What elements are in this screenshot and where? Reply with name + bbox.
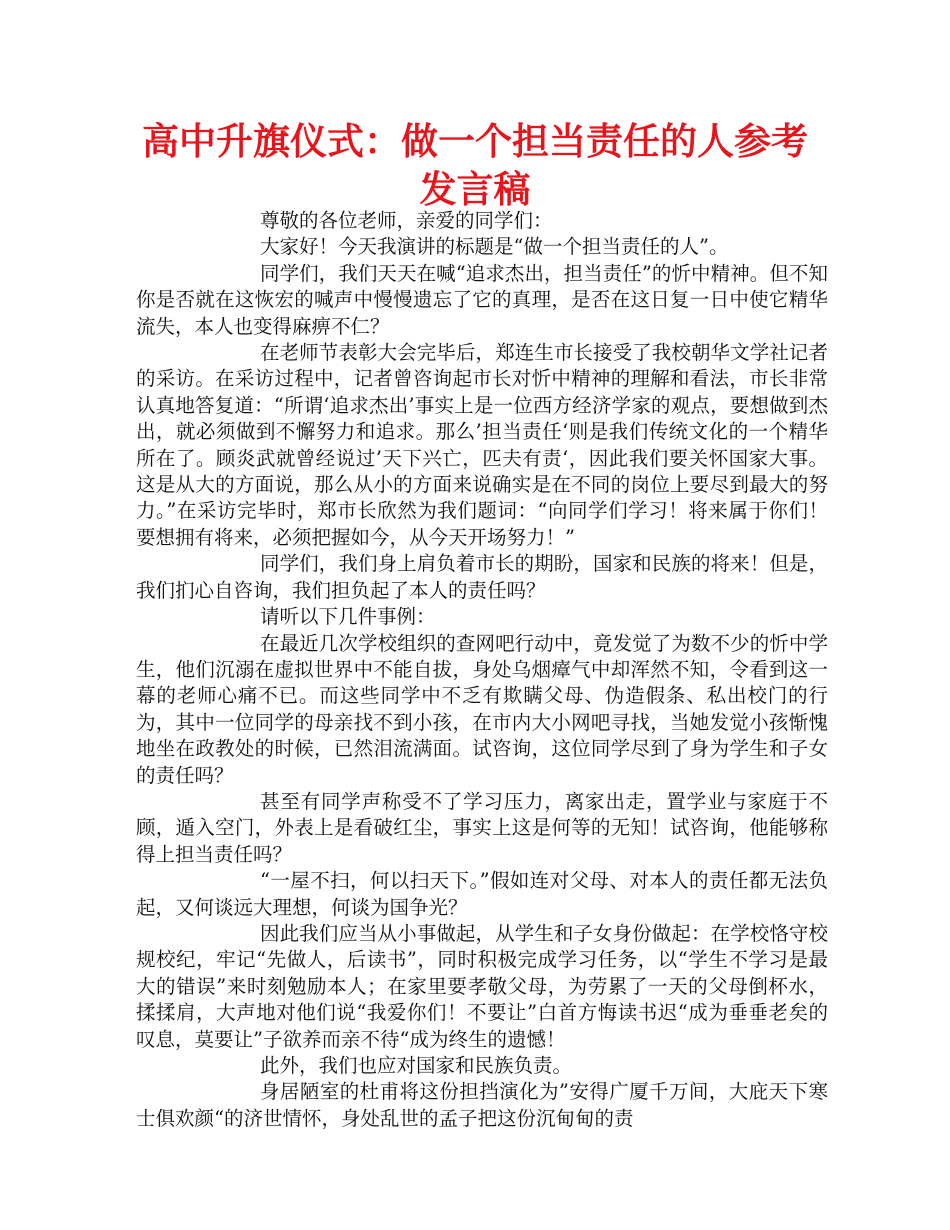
paragraph-salutation: 尊敬的各位老师，亲爱的同学们： [260, 209, 553, 232]
paragraph: 在老师节表彰大会完毕后，郑连生市长接受了我校朝华文学社记者的采访。在采访过程中，记者曾咨询起市长对忻中精神的理解和看法，市长非常认真地答复道：“所谓‘追求杰出’事实上是一位西方经济学家的观点，要想做到杰出，就必须做到不懈努力和追求。那么’担当责任‘则是我们传统文化的一个精华所在了。顾炎武就曾经说过’天下兴亡，匹夫有责‘，因此我们要关怀国家大事。这是从大的方面说，那么从小的方面来说确实是在不同的岗位上要尽到最大的努力。”在采访完毕时，郑市长欣然为我们题词：“向同学们学习！将来属于你们！要想拥有将来，必须把握如今，从今天开场努力！” [136, 341, 828, 549]
paragraph: 同学们，我们身上肩负着市长的期盼，国家和民族的将来！但是，我们扪心自咨询，我们担负起了本人的责任吗？ [136, 552, 828, 602]
paragraph: 因此我们应当从小事做起，从学生和子女身份做起：在学校恪守校规校纪，牢记“先做人，后读书”，同时积极完成学习任务，以“学生不学习是最大的错误”来时刻勉励本人；在家里要孝敬父母，为劳累了一天的父母倒杯水，揉揉肩，大声地对他们说“我爱你们！不要让”白首方悔读书迟“成为垂垂老矣的叹息，莫要让”子欲养而亲不待“成为终生的遗憾！ [136, 921, 828, 1051]
paragraph: 此外，我们也应对国家和民族负责。 [260, 1054, 573, 1077]
paragraph: 甚至有同学声称受不了学习压力，离家出走，置学业与家庭于不顾，遁入空门，外表上是看破红尘，事实上这是何等的无知！试咨询，他能够称得上担当责任吗？ [136, 789, 828, 866]
paragraph: 同学们，我们天天在喊“追求杰出，担当责任”的忻中精神。但不知你是否就在这恢宏的喊声中慢慢遗忘了它的真理，是否在这日复一日中使它精华流失，本人也变得麻痹不仁？ [136, 261, 828, 338]
paragraph: 请听以下几件事例： [260, 605, 436, 629]
paragraph: 在最近几次学校组织的查网吧行动中，竟发觉了为数不少的忻中学生，他们沉溺在虚拟世界中不能自拔，身处乌烟瘴气中却浑然不知，令看到这一幕的老师心痛不已。而这些同学中不乏有欺瞒父母、伪造假条、私出校门的行为，其中一位同学的母亲找不到小孩，在市内大小网吧寻找，当她发觉小孩惭愧地坐在政教处的时候，已然泪流满面。试咨询，这位同学尽到了身为学生和子女的责任吗？ [136, 631, 828, 787]
paragraph: “一屋不扫，何以扫天下。”假如连对父母、对本人的责任都无法负起，又何谈远大理想，何谈为国争光？ [136, 869, 828, 919]
document-body [136, 208, 828, 1132]
paragraph: 身居陋室的杜甫将这份担挡演化为”安得广厦千万间，大庇天下寒士俱欢颜“的济世情怀，身处乱世的孟子把这份沉甸甸的责 [136, 1080, 828, 1130]
page-title: 高中升旗仪式：做一个担当责任的人参考发言稿 [142, 120, 808, 211]
paragraph-greeting: 大家好！今天我演讲的标题是“做一个担当责任的人”。 [260, 235, 729, 259]
